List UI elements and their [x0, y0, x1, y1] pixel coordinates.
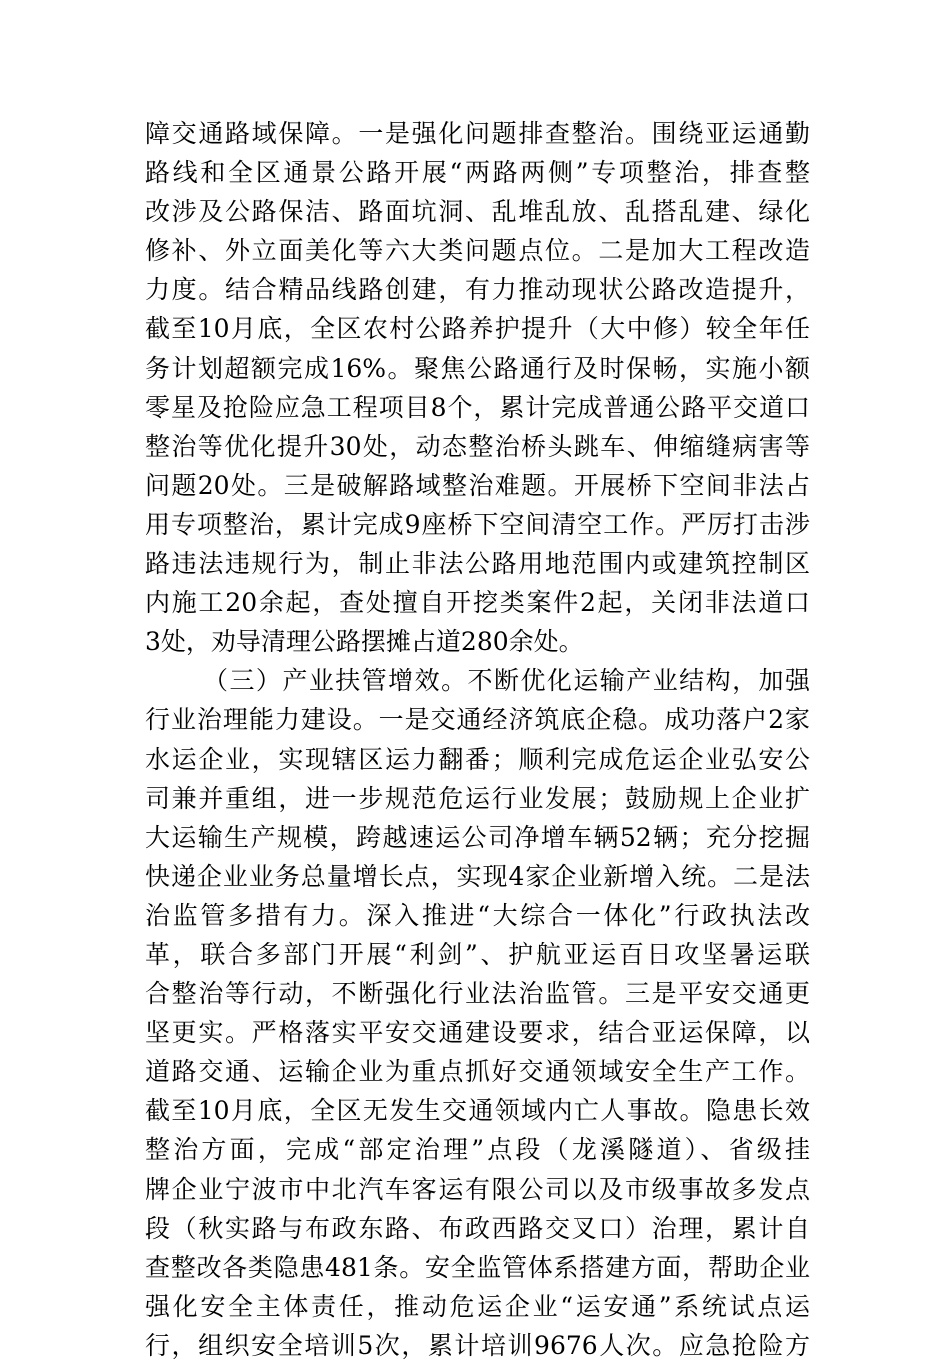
text-line: 截至10月底，全区无发生交通领域内亡人事故。隐患长效: [145, 1096, 810, 1126]
text-line: 大运输生产规模，跨越速运公司净增车辆52辆；充分挖掘: [145, 822, 810, 852]
body-text: [145, 114, 810, 1365]
paragraph-end-line: 3处，劝导清理公路摆摊占道280余处。: [145, 627, 584, 657]
text-line: 改涉及公路保洁、路面坑洞、乱堆乱放、乱搭乱建、绿化: [145, 197, 810, 227]
text-line: 路线和全区通景公路开展“两路两侧”专项整治，排查整: [145, 158, 810, 188]
text-line: 水运企业，实现辖区运力翻番；顺利完成危运企业弘安公: [145, 744, 810, 774]
text-line: 内施工20余起，查处擅自开挖类案件2起，关闭非法道口: [145, 588, 810, 618]
text-line: 牌企业宁波市中北汽车客运有限公司以及市级事故多发点: [145, 1174, 810, 1204]
text-line: 修补、外立面美化等六大类问题点位。二是加大工程改造: [145, 236, 810, 266]
text-line: 行业治理能力建设。一是交通经济筑底企稳。成功落户2家: [145, 705, 810, 735]
text-line: 务计划超额完成16%。聚焦公路通行及时保畅，实施小额: [145, 353, 810, 383]
text-line: 段（秋实路与布政东路、布政西路交叉口）治理，累计自: [145, 1213, 810, 1243]
text-line: 道路交通、运输企业为重点抓好交通领域安全生产工作。: [145, 1057, 810, 1087]
text-line: 行，组织安全培训5次，累计培训9676人次。应急抢险方: [145, 1330, 810, 1360]
text-line: 合整治等行动，不断强化行业法治监管。三是平安交通更: [145, 979, 810, 1009]
text-line: 坚更实。严格落实平安交通建设要求，结合亚运保障，以: [145, 1018, 810, 1048]
text-line: 路违法违规行为，制止非法公路用地范围内或建筑控制区: [145, 549, 810, 579]
text-line: 力度。结合精品线路创建，有力推动现状公路改造提升，: [145, 275, 810, 305]
text-line: 整治等优化提升30处，动态整治桥头跳车、伸缩缝病害等: [145, 431, 810, 461]
text-line: 革，联合多部门开展“利剑”、护航亚运百日攻坚暑运联: [145, 939, 810, 969]
text-line: 治监管多措有力。深入推进“大综合一体化”行政执法改: [145, 900, 810, 930]
text-line: 强化安全主体责任，推动危运企业“运安通”系统试点运: [145, 1291, 810, 1321]
section-heading-line: （三）产业扶管增效。不断优化运输产业结构，加强: [203, 666, 810, 696]
text-line: 快递企业业务总量增长点，实现4家企业新增入统。二是法: [145, 861, 810, 891]
text-line: 零星及抢险应急工程项目8个，累计完成普通公路平交道口: [145, 392, 810, 422]
text-line: 截至10月底，全区农村公路养护提升（大中修）较全年任: [145, 314, 810, 344]
text-line: 整治方面，完成“部定治理”点段（龙溪隧道）、省级挂: [145, 1135, 810, 1165]
text-line: 用专项整治，累计完成9座桥下空间清空工作。严厉打击涉: [145, 509, 810, 539]
text-line: 问题20处。三是破解路域整治难题。开展桥下空间非法占: [145, 470, 810, 500]
text-line: 障交通路域保障。一是强化问题排查整治。围绕亚运通勤: [145, 119, 810, 148]
text-line: 查整改各类隐患481条。安全监管体系搭建方面，帮助企业: [145, 1252, 810, 1282]
text-line: 司兼并重组，进一步规范危运行业发展；鼓励规上企业扩: [145, 783, 810, 813]
